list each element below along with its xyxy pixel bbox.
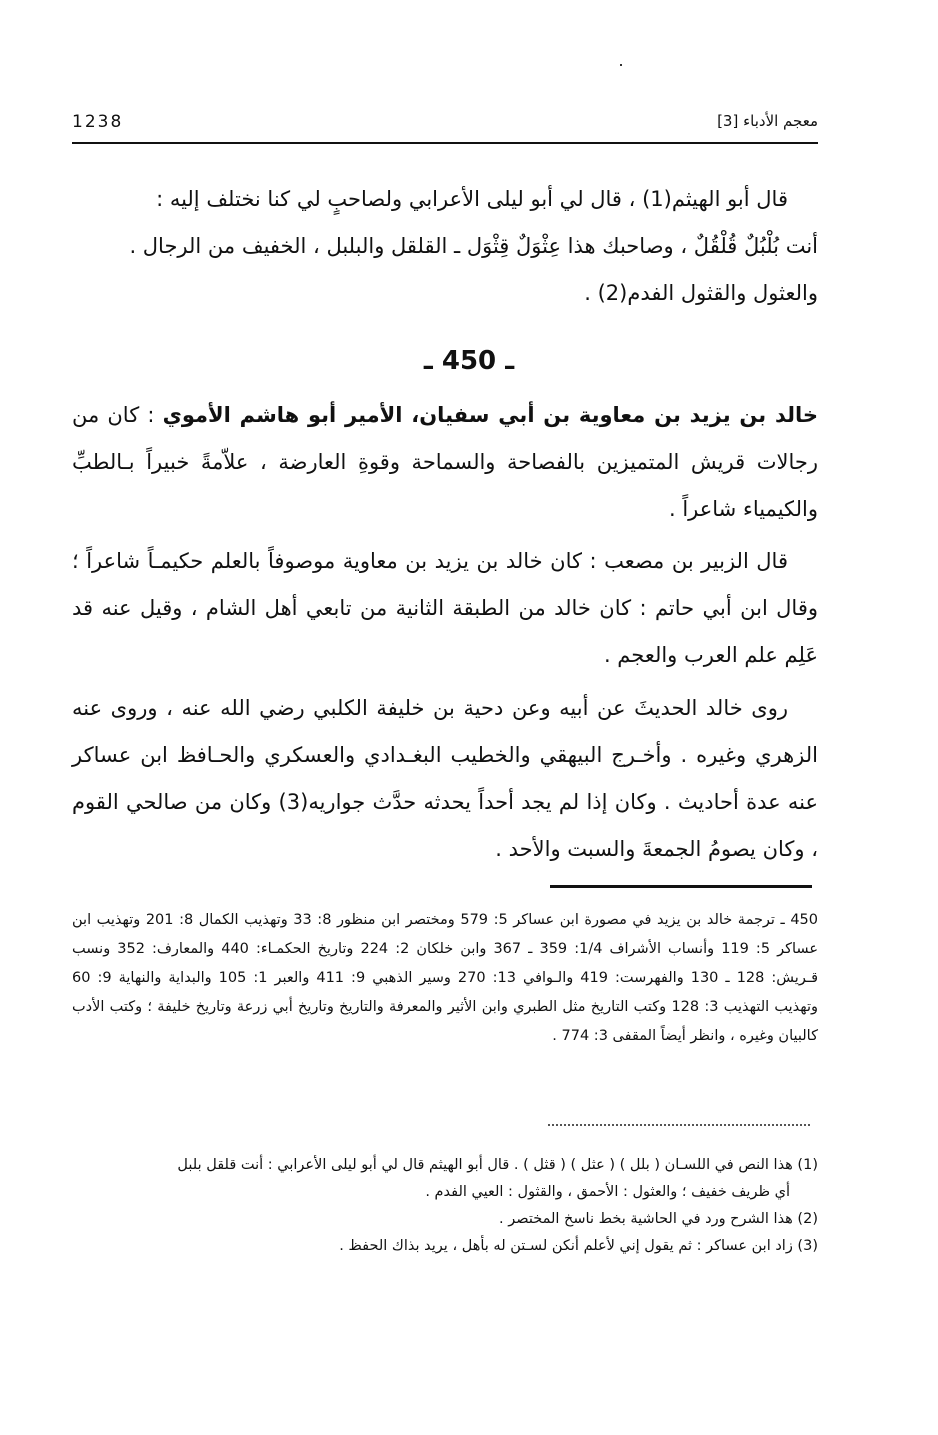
intro-line-3: والعثول والقثول الفدم(2) . [584,281,818,305]
footnote-3: (3) زاد ابن عساكر : ثم يقول إني لأعلم أنكن لسـتن له بأهل ، يريد بذاك الحفظ . [339,1238,818,1254]
intro-line-2: أنت بُلْبُلٌ قُلْقُلٌ ، وصاحبك هذا عِثْوَلٌ قِثْوَل ـ القلقل والبلبل ، الخفيف من الرجال . [129,234,818,258]
dotted-separator [548,1124,810,1126]
footnote-rule [550,885,812,888]
entry-heading-paragraph [72,392,818,533]
entry-intro-text: : كان من رجالات قريش المتميزين بالفصاحة والسماحة وقوةِ العارضة ، علاّمةً خبيراً بـالطبِّ والكيمياء شاعراً . [72,403,818,521]
running-head: معجم الأدباء [3] [717,112,818,130]
sources-note: 450 ـ ترجمة خالد بن يزيد في مصورة ابن عساكر 5: 579 ومختصر ابن منظور 8: 33 وتهذيب الكمال 8: 201 وتهذيب ابن عساكر 5: 119 وأنساب الأشراف 1/4: 359 ـ 367 وابن خلكان 2: 224 وتاريخ الحكمـاء: 440 والمعارف: 352 ونسب قـريش: 128 ـ 130 والفهرست: 419 والـوافي 13: 270 وسير الذهبي 9: 411 والعبر 1: 105 والبداية والنهاية 9: 60 وتهذيب التهذيب 3: 128 وكتب التاريخ مثل الطبري وابن الأثير والمعرفة والتاريخ وتاريخ أبي زرعة وتاريخ خليفة ؛ وكتب الأدب كالبيان وغيره ، وانظر أيضاً المقفى 3: 774 . [72,912,819,1044]
page-number: 1238 [72,112,124,132]
intro-line-1: قال أبو الهيثم(1) ، قال لي أبو ليلى الأعرابي ولصاحبٍ لي كنا نختلف إليه : [156,187,788,211]
footnote-2: (2) هذا الشرح ورد في الحاشية بخط ناسخ المختصر . [499,1211,818,1227]
footnote-1-continued: أي ظريف خفيف ؛ والعثول : الأحمق ، والقثول : العيي الفدم . [425,1184,790,1200]
header-rule [72,142,818,144]
entry-name: خالد بن يزيد بن معاوية بن أبي سفيان، الأمير أبو هاشم الأموي [162,403,819,427]
intro-paragraph [72,176,818,317]
body-paragraph-3 [72,685,818,873]
body-paragraph-2 [72,538,818,679]
footnote-1: (1) هذا النص في اللسـان ( بلل ) ( عثل ) ( قثل ) . قال أبو الهيثم قال لي أبو ليلى الأعرابي : أنت قلقل بلبل [177,1157,818,1173]
hadith-narration: روى خالد الحديثَ عن أبيه وعن دحية بن خليفة الكلبي رضي الله عنه ، وروى عنه الزهري وغيره . وأخـرج البيهقي والخطيب البغـدادي والعسكري والحـافظ ابن عساكر عنه عدة أحاديث . وكان إذا لم يجد أحداً يحدثه حدَّث جواريه(3) وكان من صالحي القوم ، وكان يصومُ الجمعةَ والسبت والأحد . [72,696,819,861]
footnotes [72,1152,818,1260]
scan-speck [620,64,622,66]
zubair-quote: قال الزبير بن مصعب : كان خالد بن يزيد بن معاوية موصوفاً بالعلم حكيمـاً شاعراً ؛ وقال ابن أبي حاتم : كان خالد من الطبقة الثانية من تابعي أهل الشام ، وقيل عنه قد عَلِم علم العرب والعجم . [72,549,818,667]
entry-number: ـ 450 ـ [423,346,515,376]
